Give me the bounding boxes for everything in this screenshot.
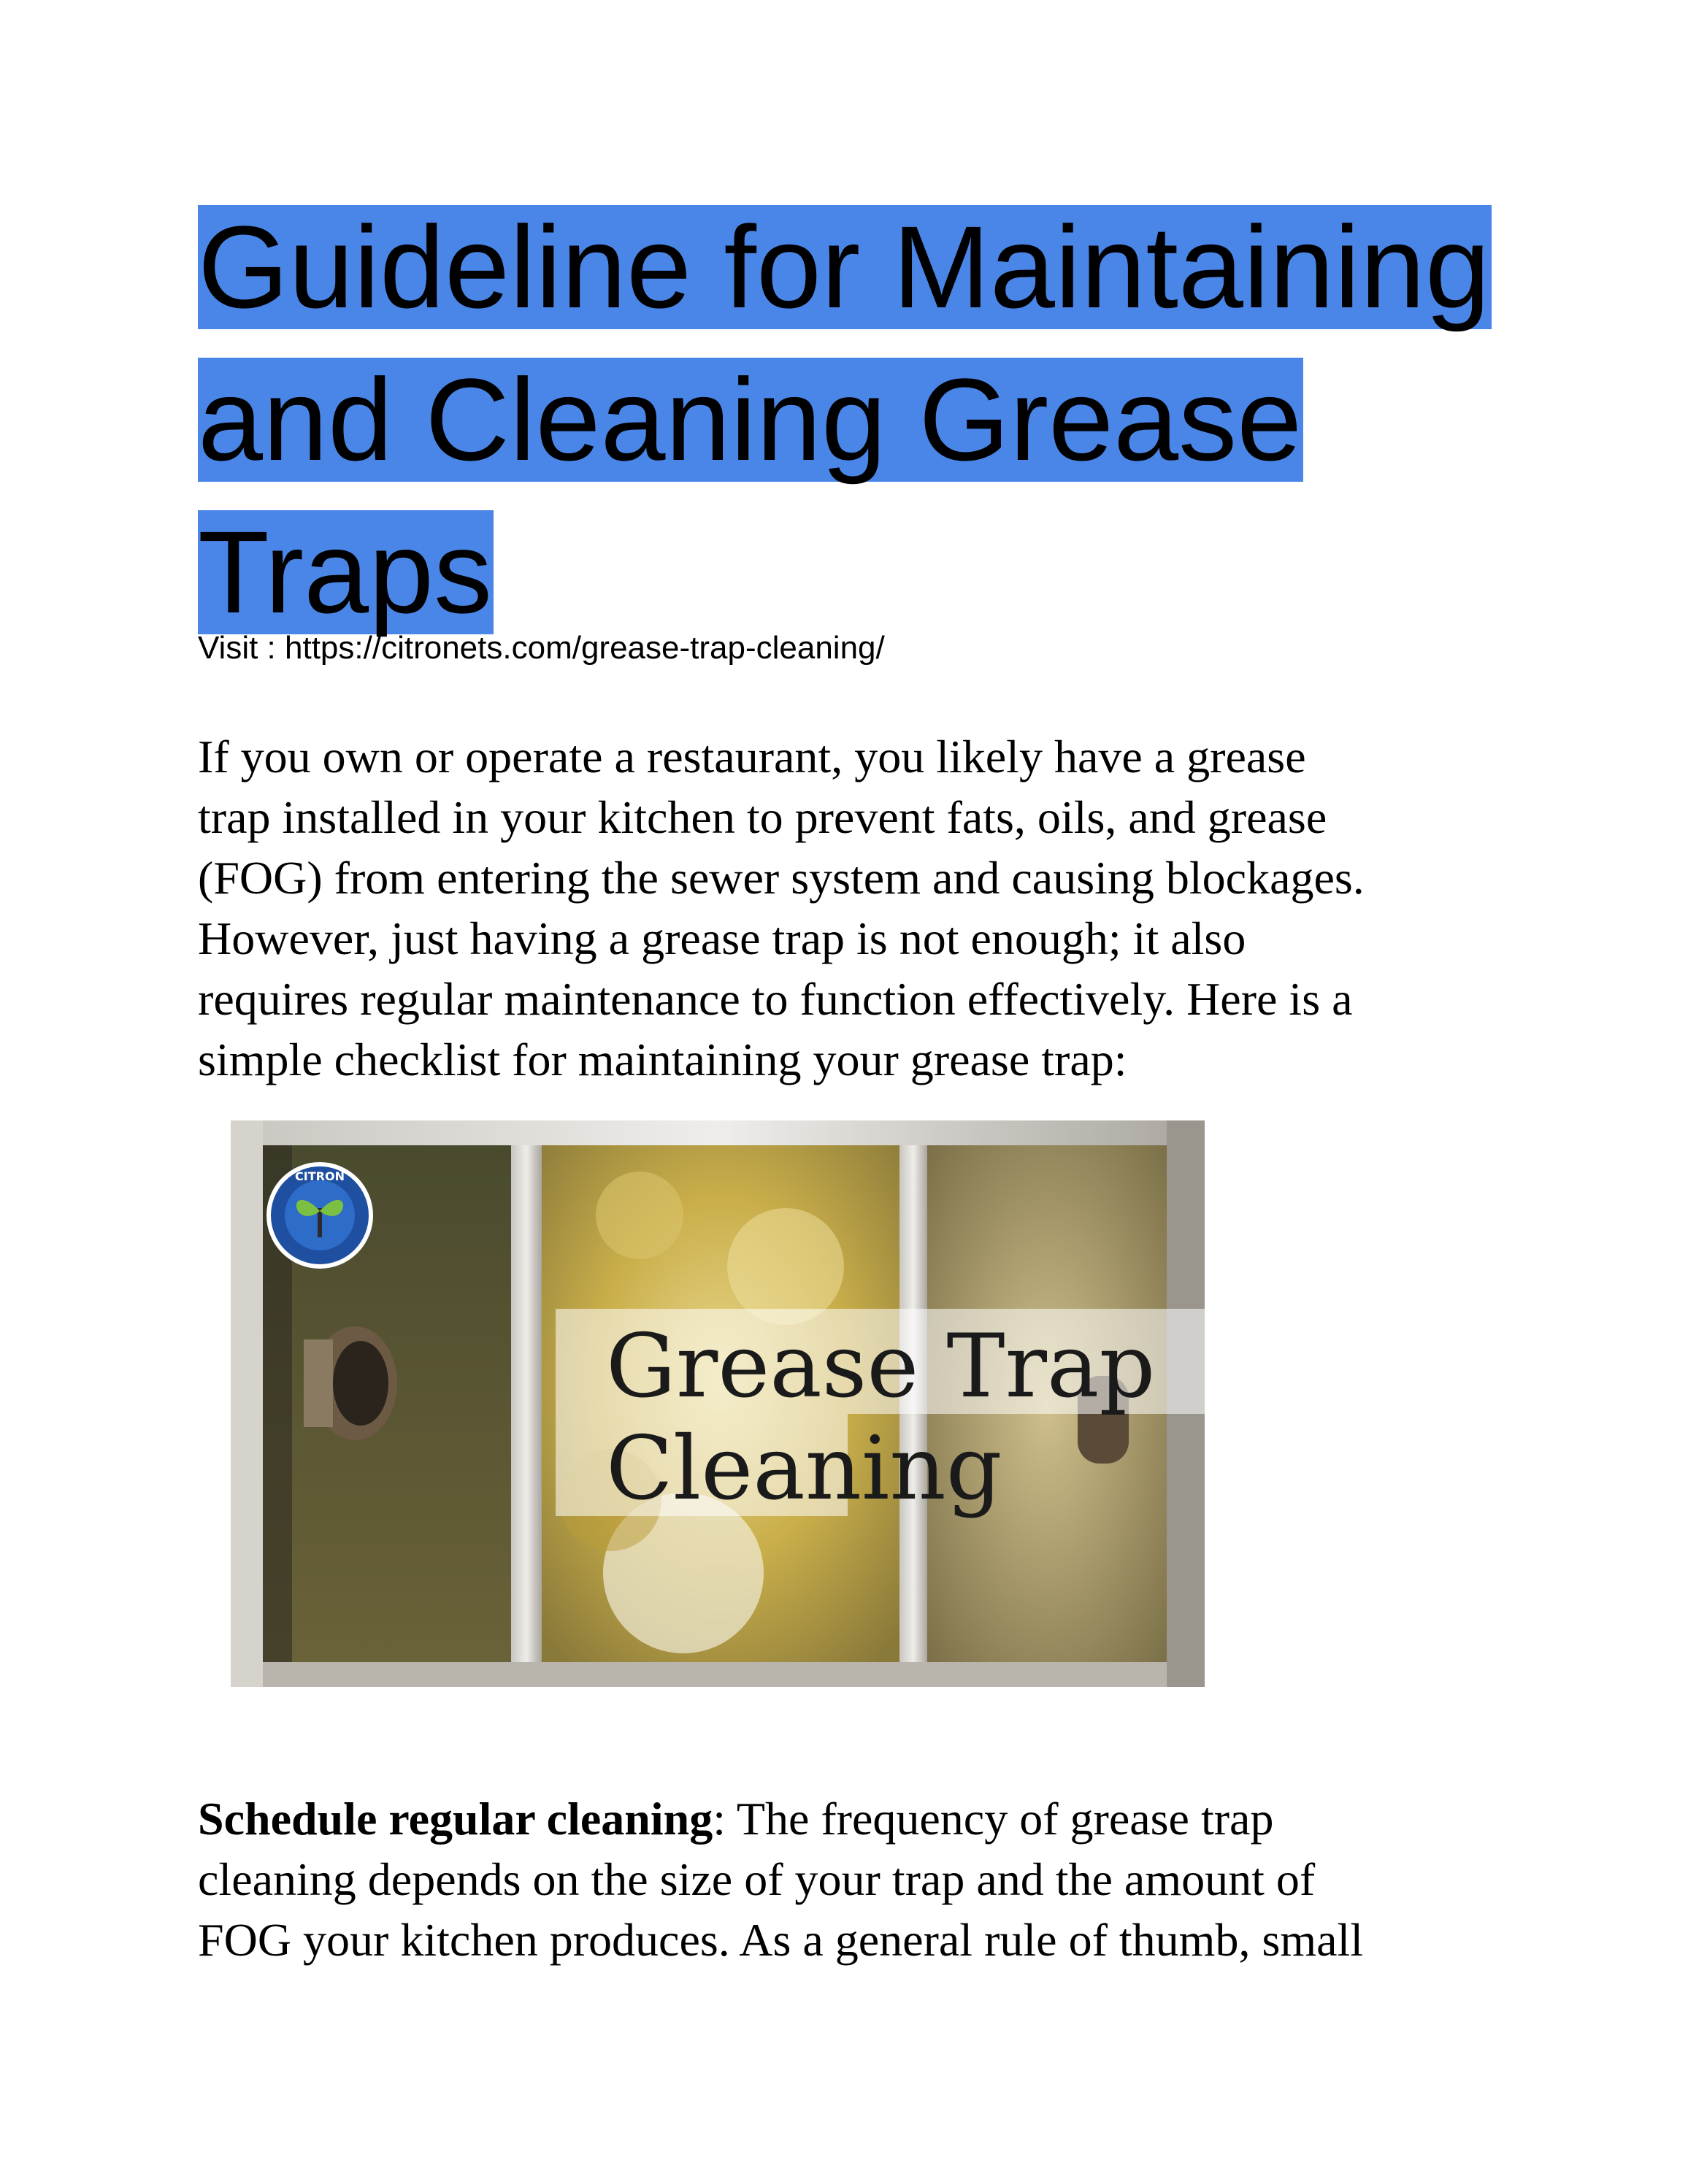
intro-paragraph xyxy=(198,726,1512,1090)
section-line: cleaning depends on the size of your trap and the amount of xyxy=(198,1853,1316,1905)
section-heading: Schedule regular cleaning xyxy=(198,1793,713,1845)
page-title xyxy=(198,196,1512,653)
visit-link[interactable]: https://citronets.com/grease-trap-cleaning/ xyxy=(285,630,885,666)
title-line-3: Traps xyxy=(198,507,493,637)
title-line-1: Guideline for Maintaining xyxy=(198,201,1490,332)
grease-trap-image xyxy=(231,1120,1205,1687)
citron-logo-icon xyxy=(269,1164,371,1266)
intro-line: trap installed in your kitchen to prevent fats, oils, and grease xyxy=(198,791,1327,843)
visit-label: Visit : xyxy=(198,630,285,666)
section-line: FOG your kitchen produces. As a general rule of thumb, small xyxy=(198,1914,1364,1966)
image-caption-line2: Cleaning xyxy=(606,1418,1002,1520)
section-paragraph xyxy=(198,1788,1512,1970)
section-heading-suffix: : The frequency of grease trap xyxy=(713,1793,1274,1845)
title-line-2: and Cleaning Grease xyxy=(198,354,1303,485)
grease-trap-photo xyxy=(231,1120,1205,1687)
logo-text: CITRON xyxy=(295,1169,345,1183)
intro-line: (FOG) from entering the sewer system and causing blockages. xyxy=(198,852,1365,904)
intro-line: requires regular maintenance to function effectively. Here is a xyxy=(198,973,1353,1025)
intro-line: simple checklist for maintaining your grease trap: xyxy=(198,1034,1127,1085)
image-caption-line1: Grease Trap xyxy=(606,1316,1156,1418)
intro-line: If you own or operate a restaurant, you likely have a grease xyxy=(198,731,1306,783)
intro-line: However, just having a grease trap is not enough; it also xyxy=(198,912,1246,964)
visit-line xyxy=(198,628,885,669)
